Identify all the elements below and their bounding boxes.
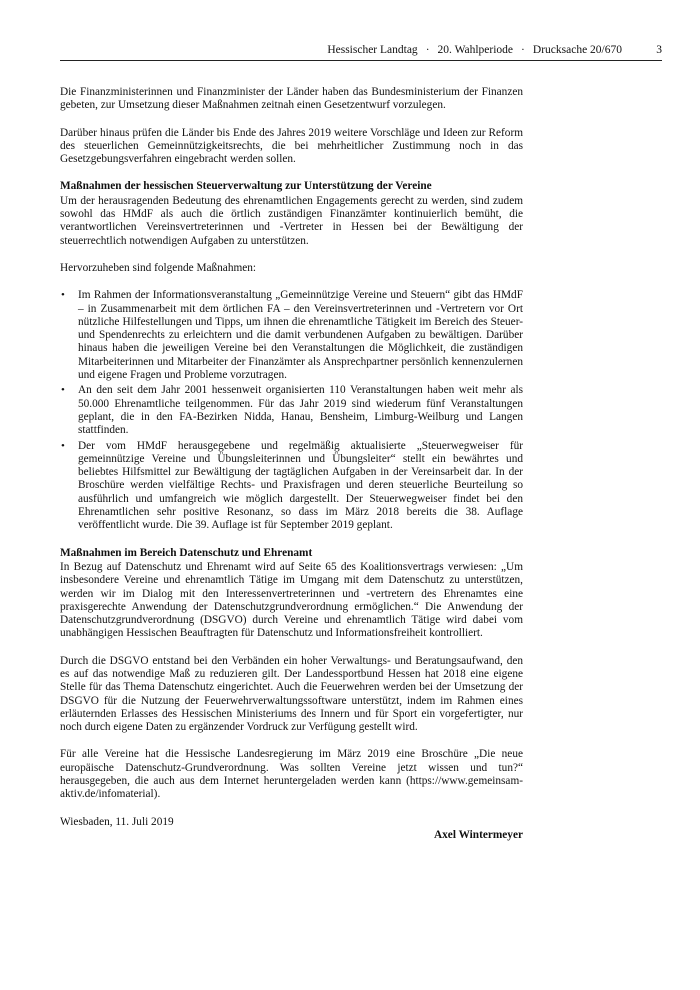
section-paragraph: Um der herausragenden Bedeutung des ehrenamtlichen Engagements gerecht zu werden, sind zudem sowohl das HMdF als auch die örtlich zuständigen Finanzämter kontinuierlich bemüht, die verantwortlichen Vereinsvertreterinnen und -Vertreter in Hessen bei der Bewältigung der steuerrechtlich notwendigen Aufgaben zu unterstützen. <box>60 194 523 247</box>
section-heading: Maßnahmen der hessischen Steuerverwaltung zur Unterstützung der Vereine <box>60 180 432 193</box>
signature-block <box>60 816 523 846</box>
header-separator: · <box>521 44 525 56</box>
intro-paragraph: Darüber hinaus prüfen die Länder bis Ende des Jahres 2019 weitere Vorschläge und Ideen zur Reform des steuerlichen Gemeinnützigkeitsrechts, die bei mehrheitlicher Zustimmung noch in das Gesetzgebungsverfahren eingebracht werden sollen. <box>60 126 523 166</box>
list-item <box>60 384 523 437</box>
header-document-number: Drucksache 20/670 <box>532 44 622 56</box>
running-header <box>60 41 662 59</box>
header-separator: · <box>425 44 430 56</box>
section-paragraph: In Bezug auf Datenschutz und Ehrenamt wird auf Seite 65 des Koalitionsvertrags verwiesen: „Um insbesondere Vereine und ehrenamtlich Tätige im Umgang mit dem Datenschutz zu unterstützen, werden wir im Dialog mit den Interessenvertreterinnen und -vertretern des Ehrenamtes eine praxisgerechte Anwendung der Datenschutzgrundverordnung ermöglichen.“ Die Anwendung der Datenschutzgrundverordnung (DSGVO) durch Vereine und ehrenamtlich Tätige wird dabei vom unabhängigen Hessischen Beauftragten für Datenschutz und Informationsfreiheit kontrolliert. <box>60 560 523 640</box>
measures-list <box>60 289 523 532</box>
intro-paragraph: Die Finanzministerinnen und Finanzminister der Länder haben das Bundesministerium der Finanzen gebeten, zur Umsetzung dieser Maßnahmen zeitnah einen Gesetzentwurf vorzulegen. <box>60 86 523 112</box>
document-body <box>60 86 523 846</box>
list-item <box>60 440 523 533</box>
list-item-text: Der vom HMdF herausgegebene und regelmäßig aktualisierte „Steuerwegweiser für gemeinnützige Vereine und Übungsleiterinnen und Übungsleiter“ stellt ein bewährtes und beliebtes Hilfsmittel zur Bewältigung der tagtäglichen Aufgaben in der Vereinsarbeit dar. In der Broschüre werden vielfältige Rechts- und Praxisfragen und deren steuerliche Beurteilung so ausführlich und umfangreich wie möglich dargestellt. Der Steuerwegweiser findet bei den Ehrenamtlichen sehr positive Resonanz, so dass im März 2018 bereits die 38. Auflage veröffentlicht wurde. Die 39. Auflage ist für September 2019 geplant. <box>78 439 523 532</box>
author-name: Axel Wintermeyer <box>434 828 523 841</box>
bullet-icon: • <box>61 384 65 397</box>
bullet-lead: Hervorzuheben sind folgende Maßnahmen: <box>60 261 257 274</box>
list-item-text: Im Rahmen der Informationsveranstaltung „Gemeinnützige Vereine und Steuern“ gibt das HMdF – in Zusammenarbeit mit dem örtlichen FA – den Vereinsvertreterinnen und -Vertretern vor Ort nützliche Hilfestellungen und Tipps, um ihnen die ehrenamtliche Tätigkeit im Bereich des Steuer- und Spendenrechts zu erleichtern und die damit verbundenen Aufgaben zu bewältigen. Darüber hinaus haben die jeweiligen Vereine bei den Veranstaltungen die Möglichkeit, die zuständigen Mitarbeiterinnen und Mitarbeiter der Finanzämter als Ansprechpartner persönlich kennenzulernen und eigene Fragen und Probleme vorzutragen. <box>78 289 523 382</box>
section-heading: Maßnahmen im Bereich Datenschutz und Ehrenamt <box>60 546 313 559</box>
page-number: 3 <box>656 44 662 56</box>
header-period: 20. Wahlperiode <box>437 44 514 56</box>
list-item-text: An den seit dem Jahr 2001 hessenweit organisierten 110 Veranstaltungen haben weit mehr als 50.000 Ehrenamtliche teilgenommen. Für das Jahr 2019 sind wiederum fünf Veranstaltungen geplant, die in den FA-Bezirken Nidda, Hanau, Bensheim, Limburg-Weilburg und Langen stattfinden. <box>78 384 523 437</box>
running-title <box>327 41 622 59</box>
header-parliament: Hessischer Landtag <box>327 44 418 56</box>
section-paragraph: Für alle Vereine hat die Hessische Landesregierung im März 2019 eine Broschüre „Die neue europäische Datenschutz-Grundverordnung. Was sollten Vereine jetzt wissen und tun?“ herausgegeben, die auch aus dem Internet heruntergeladen werden kann (https://www.gemeinsam-aktiv.de/infomaterial). <box>60 748 523 801</box>
bullet-icon: • <box>61 289 65 302</box>
section-paragraph: Durch die DSGVO entstand bei den Verbänden ein hoher Verwaltungs- und Beratungsaufwand, den es auf das notwendige Maß zu reduzieren gilt. Der Landessportbund Hessen hat 2018 eine eigene Stelle für das Thema Datenschutz eingerichtet. Auch die Feuerwehren werden bei der Umsetzung der DSGVO für die Nutzung der Feuerwehrverwaltungssoftware unterstützt, indem im Rahmen eines erläuternden Erlasses des Hessischen Ministeriums des Innern und für Sport ein vorgefertigter, nur noch durch eigene Daten zu ergänzender Vordruck zur Verfügung gestellt wird. <box>60 654 523 734</box>
bullet-icon: • <box>61 439 65 452</box>
place-date: Wiesbaden, 11. Juli 2019 <box>60 815 174 828</box>
list-item <box>60 289 523 382</box>
header-rule <box>60 60 662 61</box>
